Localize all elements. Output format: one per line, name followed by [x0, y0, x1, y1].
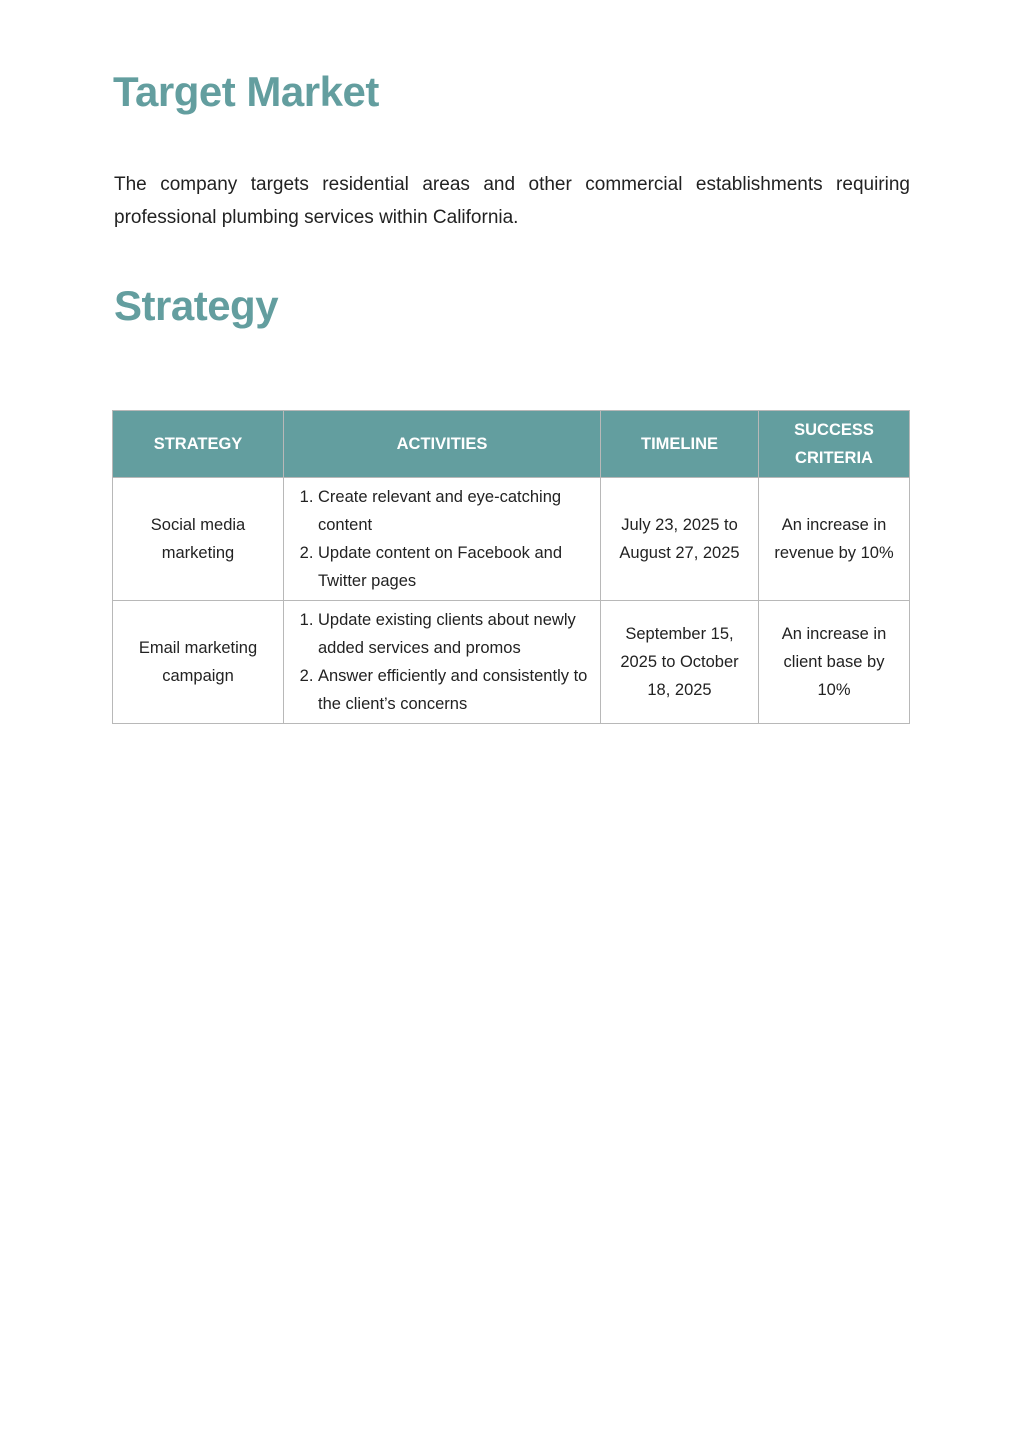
header-activities: ACTIVITIES	[284, 411, 601, 478]
cell-strategy: Social media marketing	[113, 478, 284, 601]
cell-activities	[284, 478, 601, 601]
table-header-row	[113, 411, 910, 478]
list-item: 2. Answer efficiently and consistently to the client’s concerns	[318, 662, 596, 718]
header-success-criteria: SUCCESS CRITERIA	[759, 411, 910, 478]
header-strategy: STRATEGY	[113, 411, 284, 478]
cell-success-criteria: An increase in client base by 10%	[759, 601, 910, 724]
cell-timeline: July 23, 2025 to August 27, 2025	[601, 478, 759, 601]
table-row	[113, 478, 910, 601]
activities-list	[284, 606, 596, 718]
header-timeline: TIMELINE	[601, 411, 759, 478]
strategy-table	[112, 410, 910, 724]
cell-activities	[284, 601, 601, 724]
cell-strategy: Email marketing campaign	[113, 601, 284, 724]
activities-list	[284, 483, 596, 595]
list-item: 1. Create relevant and eye-catching content	[318, 483, 596, 539]
cell-success-criteria: An increase in revenue by 10%	[759, 478, 910, 601]
table-row	[113, 601, 910, 724]
target-market-heading: Target Market	[113, 68, 379, 115]
cell-timeline: September 15, 2025 to October 18, 2025	[601, 601, 759, 724]
target-market-paragraph: The company targets residential areas and other commercial establishments requiring professional plumbing services within California.	[114, 174, 910, 228]
list-item: 2. Update content on Facebook and Twitter pages	[318, 539, 596, 595]
strategy-heading: Strategy	[114, 282, 279, 329]
list-item: 1. Update existing clients about newly added services and promos	[318, 606, 596, 662]
